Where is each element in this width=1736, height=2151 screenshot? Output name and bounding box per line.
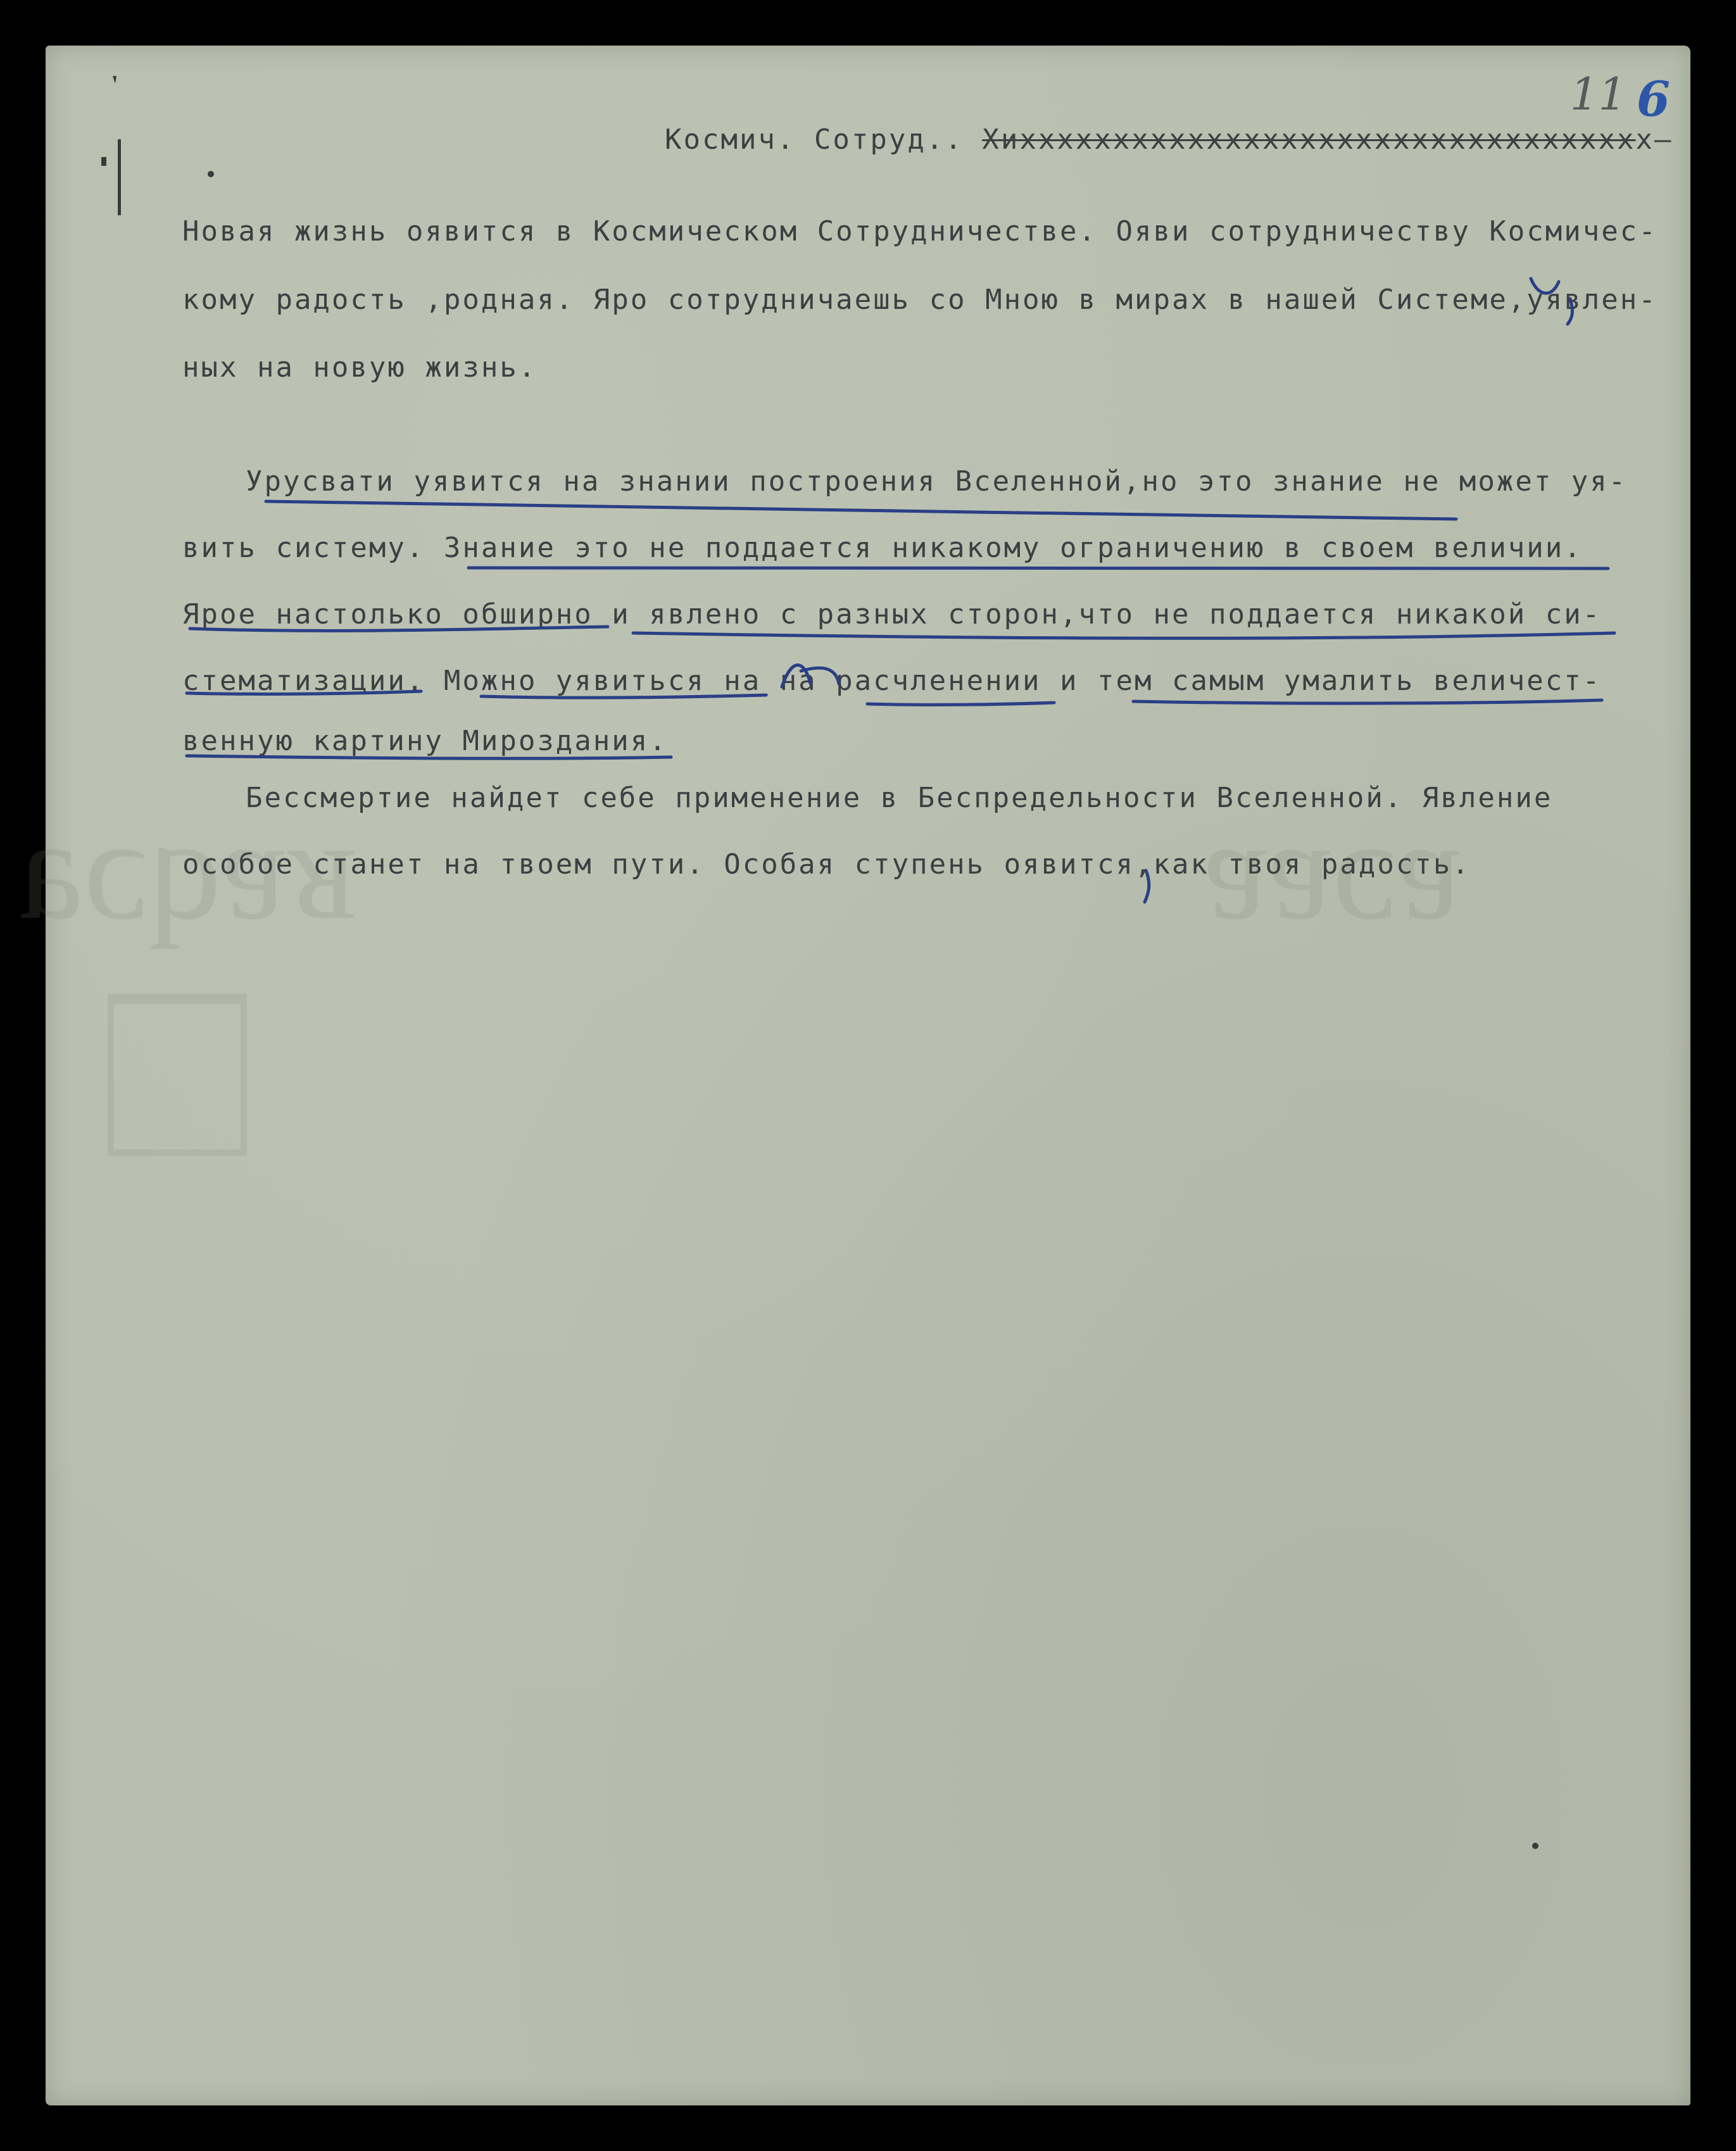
paragraph-3-line-2: особое станет на твоем пути. Особая ступень оявится,как твоя радость. — [182, 848, 1471, 881]
paragraph-1-line-3: ных на новую жизнь. — [182, 351, 538, 384]
archive-page-number-pen: 6 — [1637, 71, 1670, 127]
heading-tail: x– — [1635, 123, 1673, 156]
archive-page-number-pencil: 11 — [1570, 68, 1627, 120]
paragraph-2-line-5: венную картину Мироздания. — [182, 725, 668, 757]
bleed-through-text-right: ɐɔɐɐ — [1203, 788, 1462, 950]
document-heading — [665, 123, 1673, 156]
paragraph-2-line-2: вить систему. Знание это не поддается никакому ограничению в своем величии. — [182, 532, 1583, 564]
bleed-through-text-left: ʁɐqɔa — [19, 788, 357, 950]
paragraph-2-line-3: Ярое настолько обширно и явлено с разных сторон,что не поддается никакой си- — [182, 598, 1602, 630]
bleed-through-stamp — [108, 994, 247, 1156]
paragraph-2-line-1: Урусвати уявится на знании построения Вселенной,но это знание не может уя- — [246, 465, 1628, 498]
paragraph-2-line-4: стематизации. Можно уявиться на на расчленении и тем самым умалить величест- — [182, 665, 1602, 697]
paragraph-1-line-2: кому радость ,родная. Яро сотрудничаешь со Мною в мирах в нашей Системе,уявлен- — [182, 284, 1657, 316]
heading-text: Космич. Сотруд.. — [665, 123, 983, 156]
struck-out-text: Xиxxxxxxxxxxxxxxxxxxxxxxxxxxxxxxxxx — [982, 123, 1636, 156]
paragraph-1-line-1: Новая жизнь оявится в Космическом Сотрудничестве. Ояви сотрудничеству Космичес- — [182, 215, 1657, 248]
paragraph-3-line-1: Бессмертие найдет себе применение в Беспредельности Вселенной. Явление — [246, 782, 1553, 814]
